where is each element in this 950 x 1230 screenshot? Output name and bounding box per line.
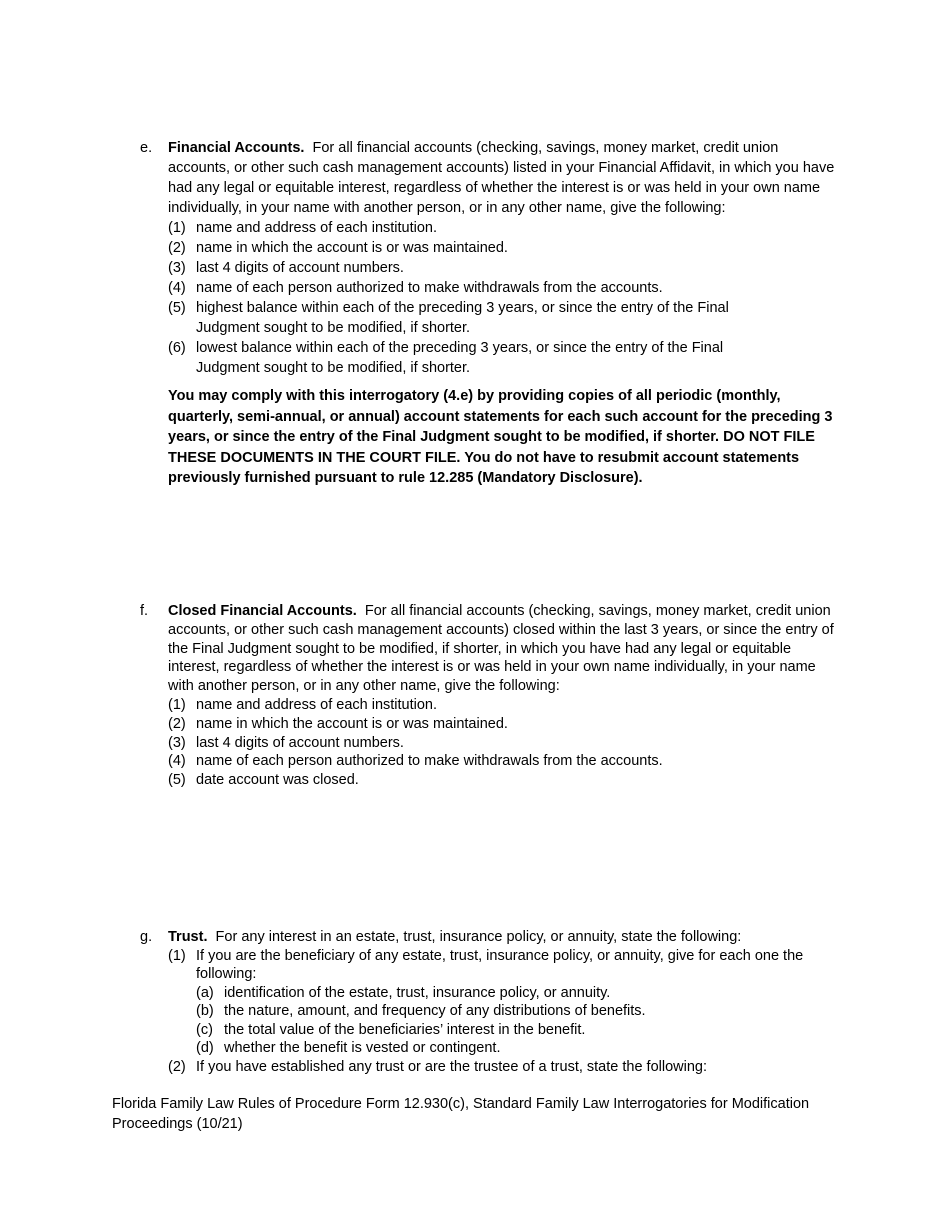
list-item: (2) If you have established any trust or are the trustee of a trust, state the following:	[168, 1058, 708, 1075]
list-item: (3) last 4 digits of account numbers.	[168, 734, 404, 751]
section-heading: Financial Accounts.	[168, 140, 305, 156]
list-item: (1) If you are the beneficiary of any estate, trust, insurance policy, or annuity, give for each one the following: (a) identification of the estate, trust, insurance policy, or annuity. (b) the nature, amount, and frequency of any distributions of benefits. (c) the total value of the beneficiaries’ interest in the benefit. (d) whether the benefit is vested or contingent.	[168, 947, 840, 1058]
compliance-note: You may comply with this interrogatory (4.e) by providing copies of all periodic (monthly, quarterly, semi-annual, or annual) account statements for each such account for the preceding 3 years, or since the entry of the Final Judgment sought to be modified, if shorter. DO NOT FILE THESE DOCUMENTS IN THE COURT FILE. You do not have to resubmit account statements previously furnished pursuant to rule 12.285 (Mandatory Disclosure).	[168, 388, 833, 486]
page-footer: Florida Family Law Rules of Procedure Form 12.930(c), Standard Family Law Interrogatories for Modification Proceedings (10/21)	[112, 1096, 810, 1132]
sub-list-item: (c) the total value of the beneficiaries’ interest in the benefit.	[196, 1021, 586, 1038]
list-item: (2) name in which the account is or was maintained.	[168, 715, 508, 732]
list-item: (1) name and address of each institution.	[168, 220, 438, 236]
section-heading: Closed Financial Accounts.	[168, 603, 357, 619]
list-item: (3) last 4 digits of account numbers.	[168, 260, 404, 276]
sub-list-item: (d) whether the benefit is vested or contingent.	[196, 1040, 501, 1056]
list-item: (4) name of each person authorized to make withdrawals from the accounts.	[168, 280, 663, 296]
sub-list-item: (a) identification of the estate, trust, insurance policy, or annuity.	[196, 984, 611, 1001]
section-f	[140, 602, 840, 790]
sub-list-item: (b) the nature, amount, and frequency of any distributions of benefits.	[196, 1003, 646, 1019]
section-g	[140, 928, 840, 1076]
list-item: (1) name and address of each institution.	[168, 696, 438, 713]
section-intro: Closed Financial Accounts. For all financial accounts (checking, savings, money market, credit union accounts, or other such cash management accounts) closed within the last 3 years, or since the entry of the Final Judgment sought to be modified, if shorter, in which you have had any legal or equitable interest, regardless of whether the interest is or was held in your own name individually, in your name with another person, or in any other name, give the following:	[168, 603, 834, 695]
section-intro: Financial Accounts. For all financial accounts (checking, savings, money market, credit union accounts, or other such cash management accounts) listed in your Financial Affidavit, in which you have had any legal or equitable interest, regardless of whether the interest is or was held in your own name individually, in your name with another person, or in any other name, give the following:	[168, 140, 835, 216]
section-e	[140, 138, 840, 489]
list-item: (4) name of each person authorized to make withdrawals from the accounts.	[168, 753, 663, 770]
list-item: (5) date account was closed.	[168, 772, 359, 789]
list-item: (2) name in which the account is or was maintained.	[168, 240, 508, 256]
section-heading: Trust.	[168, 929, 208, 945]
section-intro: Trust. For any interest in an estate, trust, insurance policy, or annuity, state the following:	[168, 929, 742, 945]
section-marker: f.	[140, 603, 149, 619]
list-item: (6) lowest balance within each of the preceding 3 years, or since the entry of the Final Judgment sought to be modified, if shorter.	[168, 340, 724, 376]
section-marker: e.	[140, 140, 153, 156]
list-item: (5) highest balance within each of the preceding 3 years, or since the entry of the Final Judgment sought to be modified, if shorter.	[168, 300, 729, 336]
section-marker: g.	[140, 929, 153, 945]
